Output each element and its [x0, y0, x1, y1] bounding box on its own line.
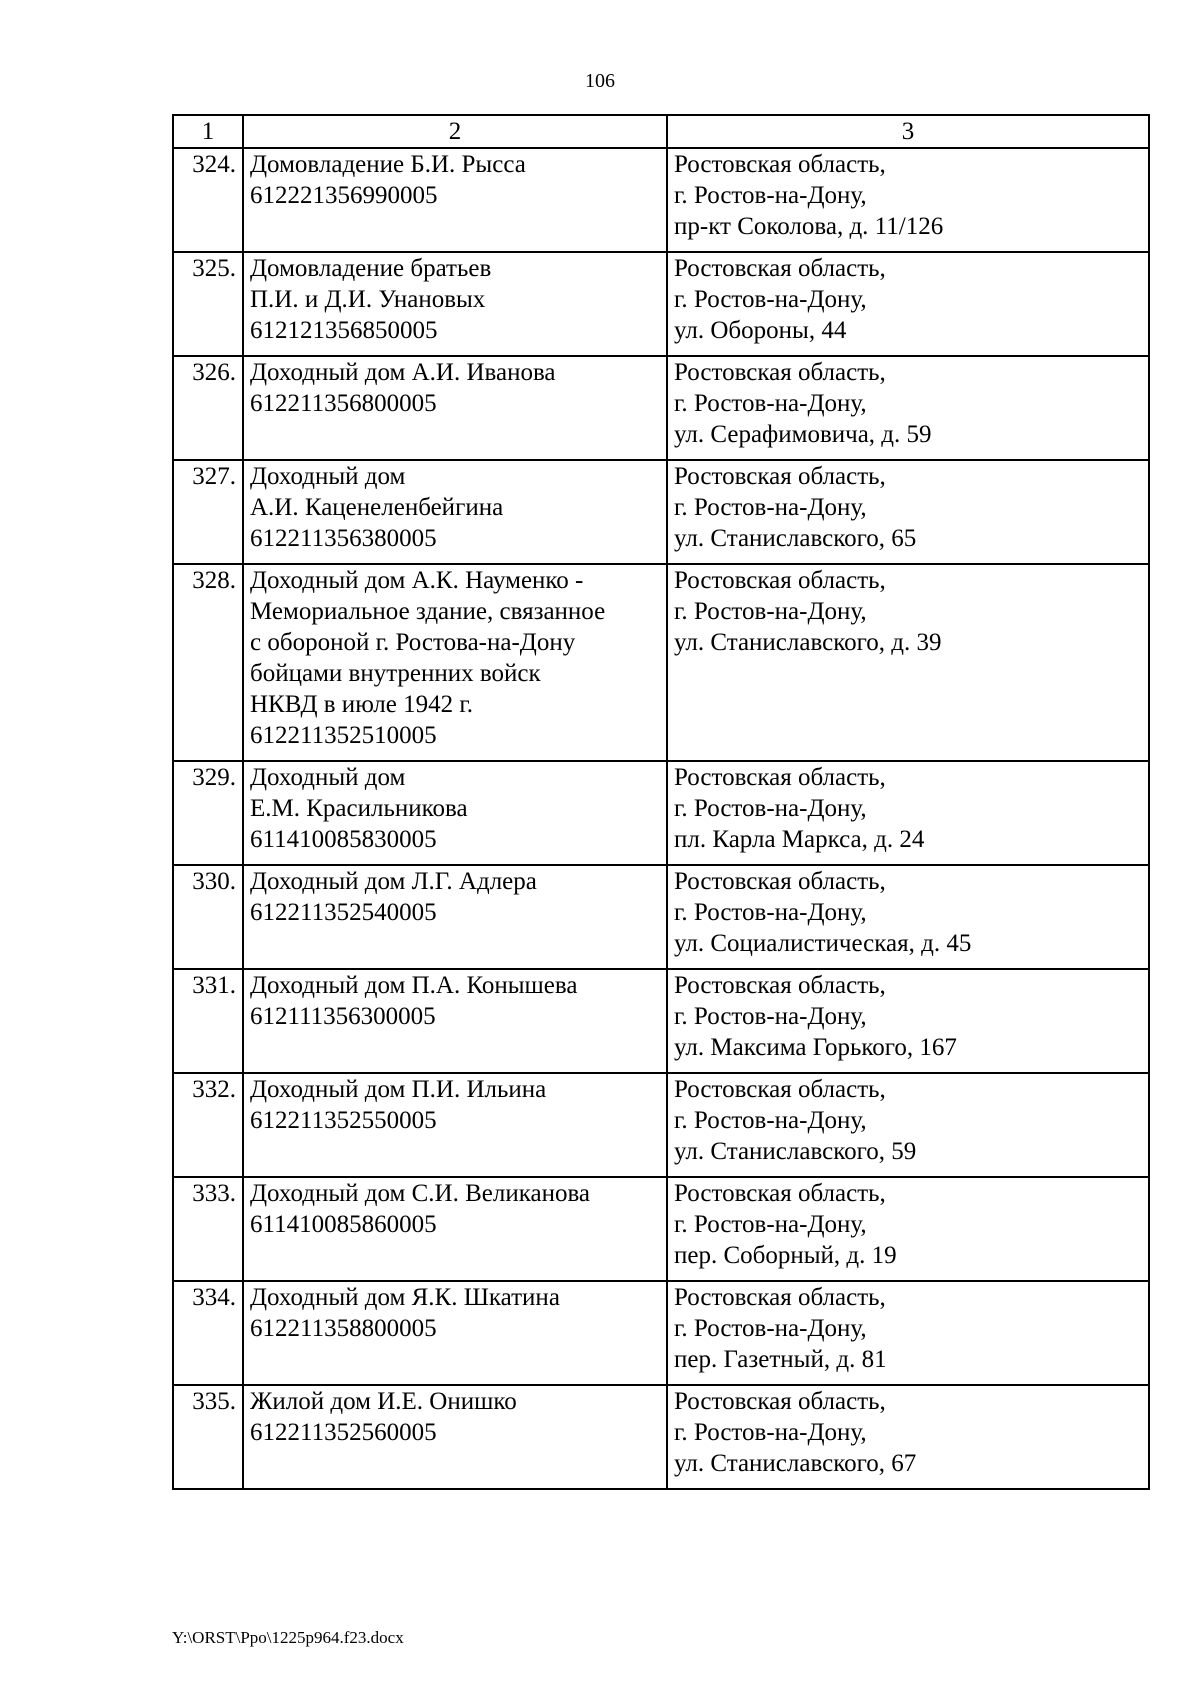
object-name: Доходный дом П.И. Ильина 612211352550005 — [243, 1073, 667, 1177]
table-header-row — [173, 115, 1149, 148]
object-name: Доходный дом П.А. Конышева 612111356300005 — [243, 969, 667, 1073]
object-address: Ростовская область, г. Ростов-на-Дону, пер. Соборный, д. 19 — [667, 1177, 1149, 1281]
object-address: Ростовская область, г. Ростов-на-Дону, ул. Социалистическая, д. 45 — [667, 865, 1149, 969]
object-address: Ростовская область, г. Ростов-на-Дону, пр-кт Соколова, д. 11/126 — [667, 148, 1149, 252]
table-row — [173, 761, 1149, 865]
object-address: Ростовская область, г. Ростов-на-Дону, ул. Обороны, 44 — [667, 252, 1149, 356]
object-name: Доходный дом Л.Г. Адлера 612211352540005 — [243, 865, 667, 969]
object-name: Домовладение братьев П.И. и Д.И. Унановых 612121356850005 — [243, 252, 667, 356]
column-header-address: 3 — [667, 115, 1149, 148]
object-name: Доходный дом А.К. Науменко - Мемориальное здание, связанное с обороной г. Ростова-на-Дону бойцами внутренних войск НКВД в июле 1942 г. 612211352510005 — [243, 564, 667, 761]
row-number: 333. — [173, 1177, 243, 1281]
column-header-name: 2 — [243, 115, 667, 148]
object-address: Ростовская область, г. Ростов-на-Дону, ул. Станиславского, 59 — [667, 1073, 1149, 1177]
page-number: 106 — [585, 70, 615, 92]
document-file-path: Y:\ORST\Ppo\1225p964.f23.docx — [172, 1628, 404, 1647]
column-header-number: 1 — [173, 115, 243, 148]
object-name: Доходный дом Я.К. Шкатина 612211358800005 — [243, 1281, 667, 1385]
row-number: 327. — [173, 460, 243, 564]
object-address: Ростовская область, г. Ростов-на-Дону, ул. Станиславского, д. 39 — [667, 564, 1149, 761]
table-row — [173, 1385, 1149, 1489]
object-name: Доходный дом А.И. Каценеленбейгина 612211356380005 — [243, 460, 667, 564]
row-number: 330. — [173, 865, 243, 969]
object-address: Ростовская область, г. Ростов-на-Дону, пер. Газетный, д. 81 — [667, 1281, 1149, 1385]
object-name: Жилой дом И.Е. Онишко 612211352560005 — [243, 1385, 667, 1489]
object-address: Ростовская область, г. Ростов-на-Дону, ул. Станиславского, 65 — [667, 460, 1149, 564]
object-address: Ростовская область, г. Ростов-на-Дону, ул. Станиславского, 67 — [667, 1385, 1149, 1489]
table-row — [173, 460, 1149, 564]
row-number: 326. — [173, 356, 243, 460]
object-name: Домовладение Б.И. Рысса 612221356990005 — [243, 148, 667, 252]
row-number: 328. — [173, 564, 243, 761]
object-name: Доходный дом С.И. Великанова 611410085860005 — [243, 1177, 667, 1281]
table-row — [173, 252, 1149, 356]
row-number: 329. — [173, 761, 243, 865]
row-number: 331. — [173, 969, 243, 1073]
table-row — [173, 356, 1149, 460]
table-row — [173, 564, 1149, 761]
row-number: 325. — [173, 252, 243, 356]
table-row — [173, 1281, 1149, 1385]
table-row — [173, 1073, 1149, 1177]
object-name: Доходный дом А.И. Иванова 612211356800005 — [243, 356, 667, 460]
table-row — [173, 969, 1149, 1073]
object-name: Доходный дом Е.М. Красильникова 611410085830005 — [243, 761, 667, 865]
heritage-registry-table — [172, 114, 1150, 1490]
row-number: 334. — [173, 1281, 243, 1385]
object-address: Ростовская область, г. Ростов-на-Дону, пл. Карла Маркса, д. 24 — [667, 761, 1149, 865]
object-address: Ростовская область, г. Ростов-на-Дону, ул. Серафимовича, д. 59 — [667, 356, 1149, 460]
object-address: Ростовская область, г. Ростов-на-Дону, ул. Максима Горького, 167 — [667, 969, 1149, 1073]
table-row — [173, 1177, 1149, 1281]
row-number: 335. — [173, 1385, 243, 1489]
row-number: 332. — [173, 1073, 243, 1177]
table-row — [173, 865, 1149, 969]
row-number: 324. — [173, 148, 243, 252]
table-row — [173, 148, 1149, 252]
